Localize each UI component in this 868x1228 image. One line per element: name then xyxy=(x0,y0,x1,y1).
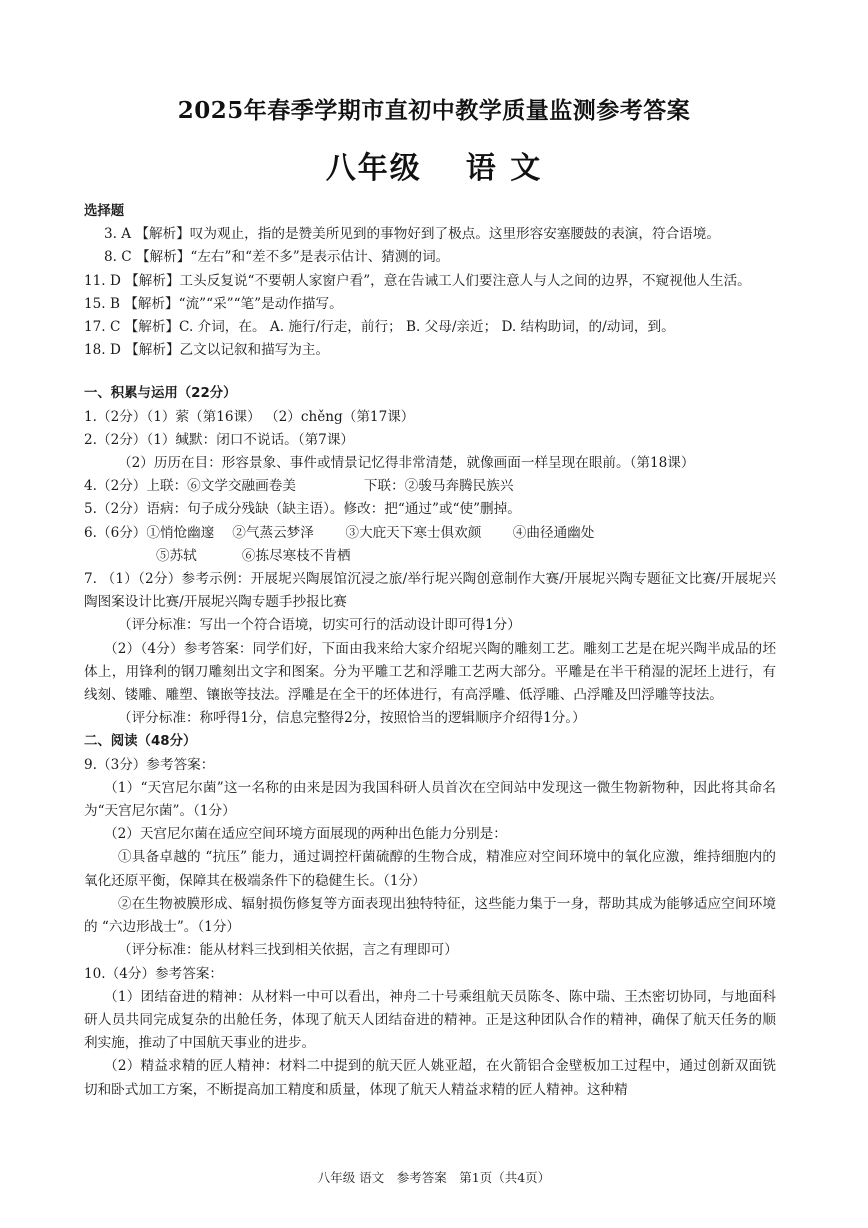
choice-heading: 选择题 xyxy=(84,204,125,219)
answer-paragraph: （2）（4分）参考答案：同学们好，下面由我来给大家介绍坭兴陶的雕刻工艺。雕刻工艺是在坭兴陶半成品的坯体上，用锋利的钢刀雕刻出文字和图案。分为平雕工艺和浮雕工艺两大部分。平雕是在半干稍湿的泥坯上进行，有线刻、镂雕、雕塑、镶嵌等技法。浮雕是在全干的坯体进行，有高浮雕、低浮雕、凸浮雕及凹浮雕等技法。 xyxy=(84,640,776,704)
answer-paragraph: ②在生物被膜形成、辐射损伤修复等方面表现出独特特征，这些能力集于一身，帮助其成为能够适应空间环境的 “六边形战士”。（1分） xyxy=(84,895,776,936)
answer-line: （2）历历在目：形容景象、事件或情景记忆得非常清楚，就像画面一样呈现在眼前。（第18课） xyxy=(118,455,695,472)
choice-item: 8. C 【解析】“左右”和“差不多”是表示估计、猜测的词。 xyxy=(104,249,450,266)
answer-line: （2）天宫尼尔菌在适应空间环境方面展现的两种出色能力分别是： xyxy=(104,826,507,843)
section-heading: 二、阅读（48分） xyxy=(84,734,197,750)
choice-item: 18. D 【解析】乙文以记叙和描写为主。 xyxy=(84,342,330,359)
answer-line: 2.（2分）（1）缄默：闭口不说话。（第7课） xyxy=(84,431,355,448)
answer-paragraph: 7. （1）（2分）参考示例：开展坭兴陶展馆沉浸之旅/举行坭兴陶创意制作大赛/开展坭兴陶专题征文比赛/开展坭兴陶图案设计比赛/开展坭兴陶专题手抄报比赛 xyxy=(84,571,776,611)
scoring-note: （评分标准：写出一个符合语境，切实可行的活动设计即可得1分） xyxy=(118,617,521,634)
section-heading: 一、积累与运用（22分） xyxy=(84,386,237,402)
choice-item: 3. A 【解析】叹为观止，指的是赞美所见到的事物好到了极点。这里形容安塞腰鼓的表演，符合语境。 xyxy=(104,226,720,243)
answer-content xyxy=(84,200,776,1102)
answer-line: 1.（2分）（1）萦（第16课） （2）chěng（第17课） xyxy=(84,408,415,425)
choice-item: 17. C 【解析】C. 介词，在。 A. 施行/行走，前行； B. 父母/亲近； D. 结构助词，的/动词，到。 xyxy=(84,319,675,336)
answer-line: ⑤苏轼 ⑥拣尽寒枝不肯栖 xyxy=(156,547,351,564)
answer-paragraph: ①具备卓越的 “抗压” 能力，通过调控杆菌硫醇的生物合成，精准应对空间环境中的氧化应激，维持细胞内的氧化还原平衡，保障其在极端条件下的稳健生长。（1分） xyxy=(84,849,776,889)
answer-paragraph: （1）“天宫尼尔菌”这一名称的由来是因为我国科研人员首次在空间站中发现这一微生物新物种，因此将其命名为“天宫尼尔菌”。（1分） xyxy=(84,779,776,820)
answer-line: 5.（2分）语病：句子成分残缺（缺主语）。修改：把“通过”或“使”删掉。 xyxy=(84,501,521,518)
choice-item: 15. B 【解析】“流”“采”“笔”是动作描写。 xyxy=(84,295,343,312)
page-title: 2025年春季学期市直初中教学质量监测参考答案 xyxy=(177,97,691,124)
answer-paragraph: （1）团结奋进的精神：从材料一中可以看出，神舟二十号乘组航天员陈冬、陈中瑞、王杰密切协同，与地面科研人员共同完成复杂的出舱任务，体现了航天人团结奋进的精神。正是这种团队合作的精神，确保了航天任务的顺利实施，推动了中国航天事业的进步。 xyxy=(84,988,776,1052)
answer-paragraph: （2）精益求精的匠人精神：材料二中提到的航天匠人姚亚超，在火箭铝合金壁板加工过程中，通过创新双面铣切和卧式加工方案，不断提高加工精度和质量，体现了航天人精益求精的匠人精神。这种精 xyxy=(84,1058,776,1098)
grade-label: 八年级 xyxy=(325,151,422,186)
scoring-note: （评分标准：称呼得1分，信息完整得2分，按照恰当的逻辑顺序介绍得1分。） xyxy=(118,710,586,727)
answer-line: 10.（4分）参考答案： xyxy=(84,965,224,982)
scoring-note: （评分标准：能从材料三找到相关依据，言之有理即可） xyxy=(118,942,458,959)
page-footer: 八年级 语文 参考答案 第1页（共4页） xyxy=(317,1170,551,1185)
choice-item: 11. D 【解析】工头反复说“不要朝人家窗户看”，意在告诫工人们要注意人与人之间的边界，不窥视他人生活。 xyxy=(84,272,751,289)
answer-line: 9.（3分）参考答案： xyxy=(84,756,215,773)
subject-label: 语 文 xyxy=(465,151,543,186)
answer-line: 6.（6分）①悄怆幽邃 ②气蒸云梦泽 ③大庇天下寒士俱欢颜 ④曲径通幽处 xyxy=(84,524,595,541)
page-subtitle xyxy=(0,143,868,187)
spacer xyxy=(84,362,776,382)
answer-line: 4.（2分）上联：⑥文学交融画卷美 下联：②骏马奔腾民族兴 xyxy=(84,478,514,495)
